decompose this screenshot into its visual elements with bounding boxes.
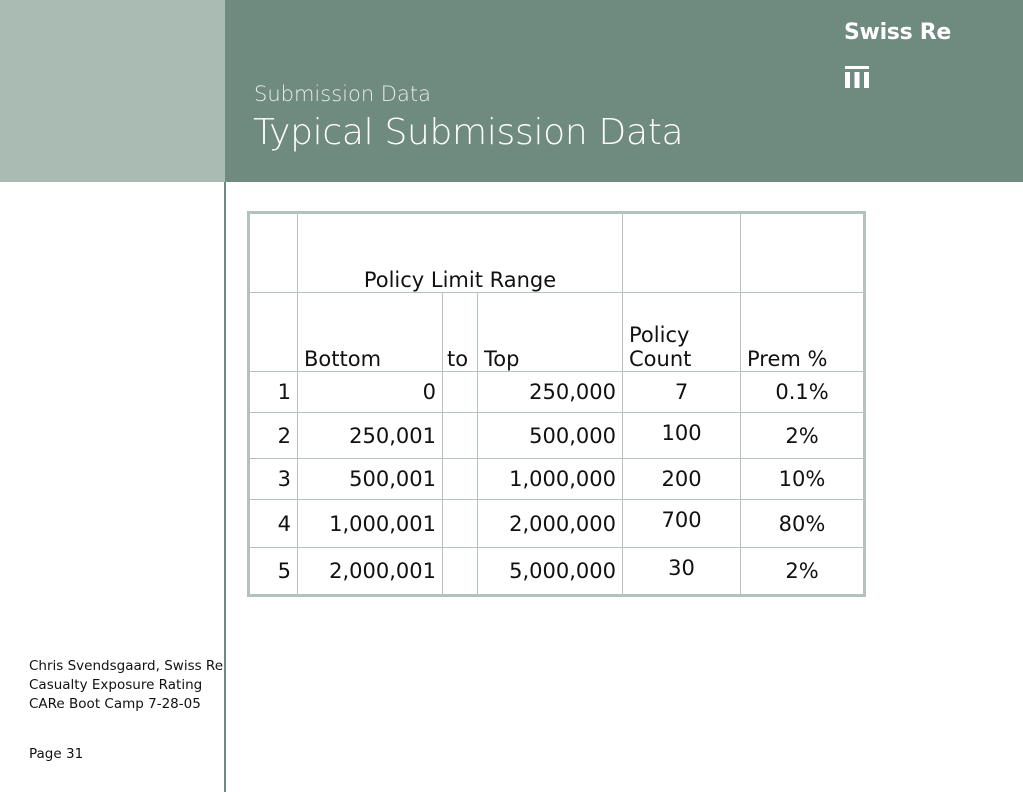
vertical-divider bbox=[224, 182, 226, 792]
column-header-top: Top bbox=[478, 293, 623, 372]
policy-count-value: 200 bbox=[623, 459, 741, 500]
bottom-value: 2,000,001 bbox=[298, 548, 443, 596]
policy-limit-range-header: Policy Limit Range bbox=[298, 213, 623, 293]
top-value: 1,000,000 bbox=[478, 459, 623, 500]
prem-value: 0.1% bbox=[741, 372, 865, 413]
top-value: 250,000 bbox=[478, 372, 623, 413]
left-header-band bbox=[0, 0, 225, 182]
policy-count-value: 7 bbox=[623, 372, 741, 413]
row-index: 2 bbox=[249, 413, 298, 459]
footer-topic: Casualty Exposure Rating bbox=[29, 677, 203, 693]
section-subtitle: Submission Data bbox=[254, 82, 431, 106]
top-value: 2,000,000 bbox=[478, 500, 623, 548]
top-value: 500,000 bbox=[478, 413, 623, 459]
bottom-value: 250,001 bbox=[298, 413, 443, 459]
policy-count-value: 700 bbox=[623, 500, 741, 548]
bottom-value: 0 bbox=[298, 372, 443, 413]
policy-count-value: 30 bbox=[623, 548, 741, 596]
table-row bbox=[249, 413, 865, 459]
table-row bbox=[249, 372, 865, 413]
header-cell bbox=[249, 293, 298, 372]
to-cell bbox=[443, 413, 478, 459]
swiss-re-emblem-icon bbox=[845, 66, 869, 88]
table-row bbox=[249, 500, 865, 548]
top-value: 5,000,000 bbox=[478, 548, 623, 596]
header-cell bbox=[623, 213, 741, 293]
column-header-policy-count-line1: Policy bbox=[629, 323, 690, 347]
table-row bbox=[249, 548, 865, 596]
policy-count-value: 100 bbox=[623, 413, 741, 459]
row-index: 3 bbox=[249, 459, 298, 500]
page-number: Page 31 bbox=[29, 746, 84, 762]
table-column-header-row bbox=[249, 293, 865, 372]
to-cell bbox=[443, 372, 478, 413]
footer-credits bbox=[29, 657, 223, 714]
to-cell bbox=[443, 459, 478, 500]
to-cell bbox=[443, 548, 478, 596]
prem-value: 2% bbox=[741, 413, 865, 459]
column-header-policy-count-line2: Count bbox=[629, 347, 692, 371]
column-header-policy-count bbox=[623, 293, 741, 372]
submission-data-table bbox=[247, 211, 866, 597]
footer-event: CARe Boot Camp 7-28-05 bbox=[29, 696, 201, 712]
header-cell bbox=[741, 213, 865, 293]
row-index: 1 bbox=[249, 372, 298, 413]
table-header-row bbox=[249, 213, 865, 293]
row-index: 4 bbox=[249, 500, 298, 548]
column-header-prem: Prem % bbox=[741, 293, 865, 372]
footer-author: Chris Svendsgaard, Swiss Re bbox=[29, 658, 224, 674]
header-cell bbox=[249, 213, 298, 293]
bottom-value: 500,001 bbox=[298, 459, 443, 500]
logo-text: Swiss Re bbox=[844, 20, 952, 45]
table-row bbox=[249, 459, 865, 500]
row-index: 5 bbox=[249, 548, 298, 596]
to-cell bbox=[443, 500, 478, 548]
prem-value: 80% bbox=[741, 500, 865, 548]
column-header-bottom: Bottom bbox=[298, 293, 443, 372]
prem-value: 2% bbox=[741, 548, 865, 596]
prem-value: 10% bbox=[741, 459, 865, 500]
bottom-value: 1,000,001 bbox=[298, 500, 443, 548]
page-title: Typical Submission Data bbox=[253, 112, 684, 153]
column-header-to: to bbox=[443, 293, 478, 372]
